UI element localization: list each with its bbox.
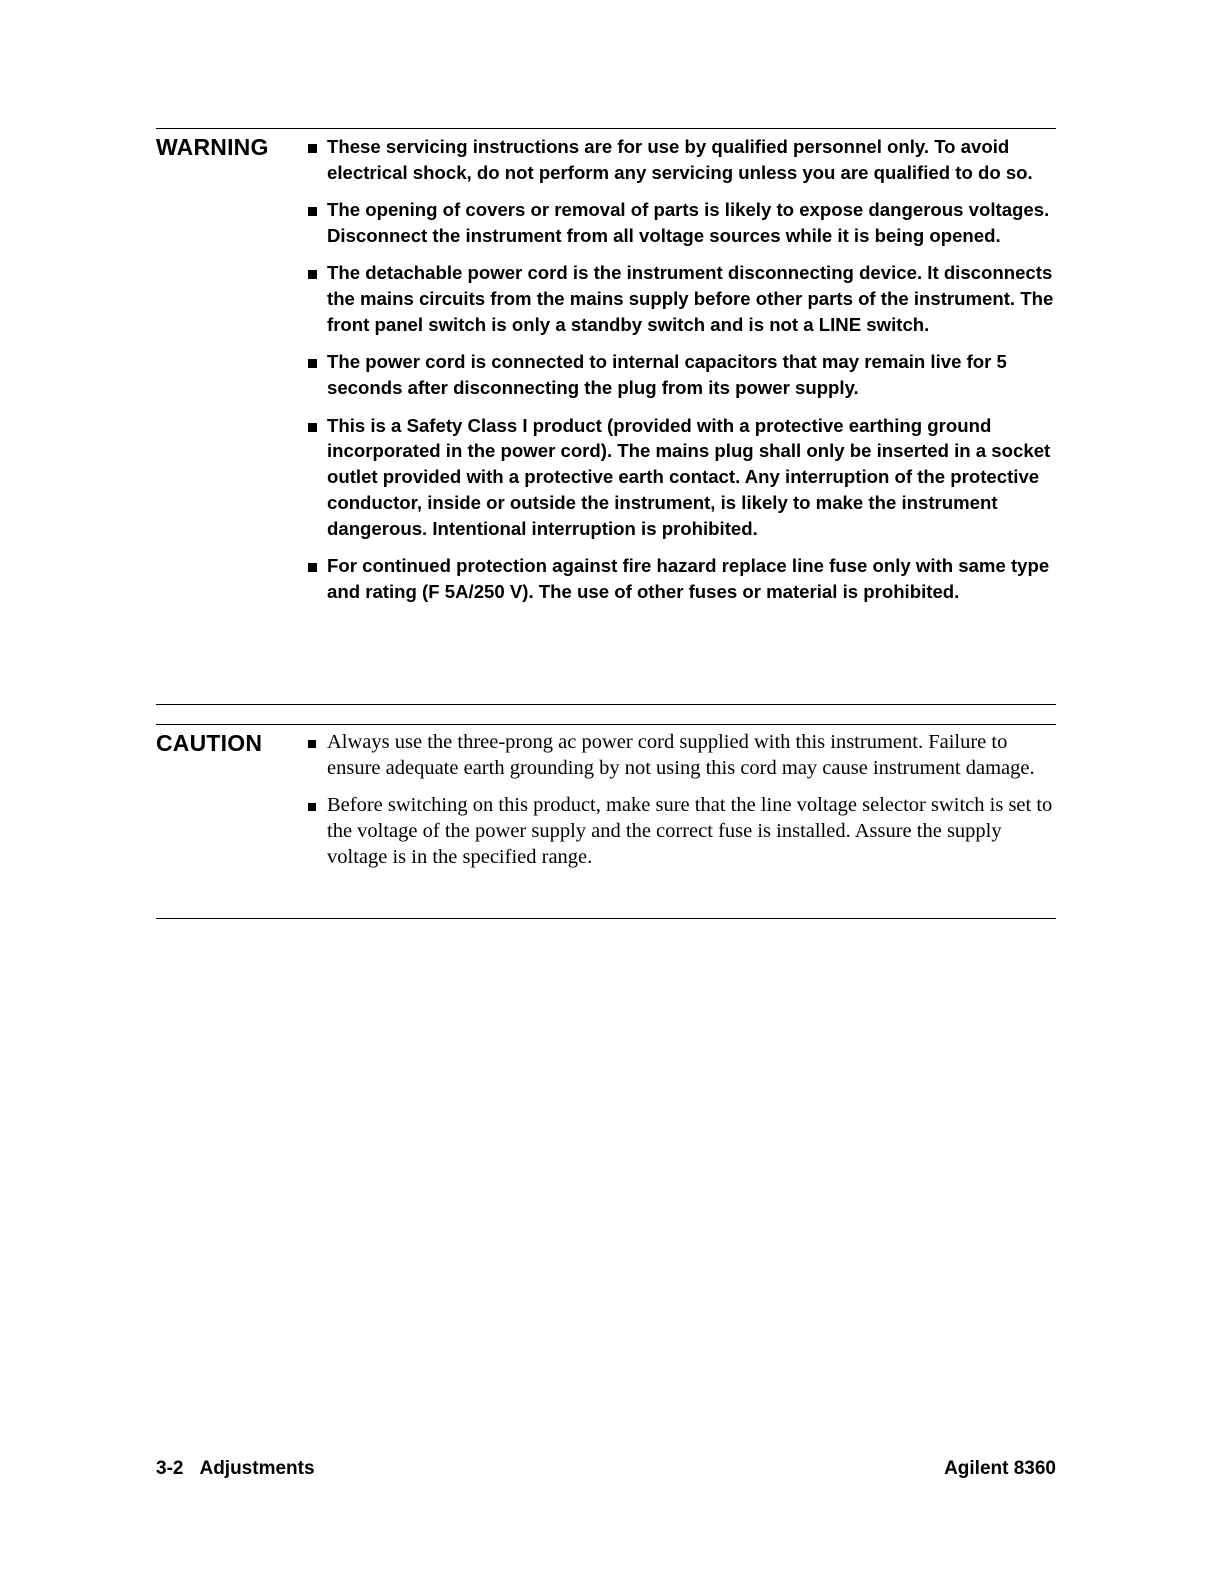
- warning-item-text: For continued protection against fire hazard replace line fuse only with same type and rating (F 5A/250 V). The use of other fuses or material is prohibited.: [327, 555, 1050, 602]
- warning-item: [306, 349, 1058, 401]
- warning-item: [306, 260, 1058, 337]
- warning-label: WARNING: [156, 134, 269, 160]
- caution-item-text: Always use the three-prong ac power cord supplied with this instrument. Failure to ensure adequate earth grounding by not using this cord may cause instrument damage.: [327, 731, 1035, 779]
- bullet-square-icon: [308, 207, 317, 216]
- caution-item-text: Before switching on this product, make sure that the line voltage selector switch is set to the voltage of the power supply and the correct fuse is installed. Assure the supply voltage is in the specified range.: [327, 794, 1053, 868]
- caution-item: [306, 730, 1058, 782]
- caution-item: [306, 793, 1058, 870]
- bullet-square-icon: [308, 563, 317, 572]
- warning-bottom-rule: [156, 704, 1056, 705]
- page-footer-left: [156, 1458, 315, 1480]
- warning-item: [306, 134, 1058, 186]
- page-number: 3-2: [156, 1458, 184, 1479]
- caution-label: CAUTION: [156, 730, 263, 756]
- warning-item-text: This is a Safety Class I product (provided with a protective earthing ground incorporated in the power cord). The mains plug shall only be inserted in a socket outlet provided with a protective earth contact. Any interruption of the protective conductor, inside or outside the instrument, is likely to make the instrument dangerous. Intentional interruption is prohibited.: [327, 414, 1051, 539]
- caution-bottom-rule: [156, 918, 1056, 919]
- bullet-square-icon: [308, 359, 317, 368]
- warning-item-text: The detachable power cord is the instrument disconnecting device. It disconnects the mains circuits from the mains supply before other parts of the instrument. The front panel switch is only a standby switch and is not a LINE switch.: [327, 262, 1054, 335]
- caution-list: [306, 730, 1058, 882]
- warning-item-text: These servicing instructions are for use by qualified personnel only. To avoid electrical shock, do not perform any servicing unless you are qualified to do so.: [327, 136, 1033, 183]
- chapter-title: Adjustments: [199, 1458, 315, 1479]
- warning-list: [306, 134, 1058, 616]
- bullet-square-icon: [308, 270, 317, 279]
- warning-item: [306, 553, 1058, 605]
- bullet-square-icon: [308, 144, 317, 153]
- warning-item: [306, 413, 1058, 542]
- bullet-square-icon: [308, 423, 317, 432]
- warning-top-rule: [156, 128, 1056, 129]
- warning-item-text: The power cord is connected to internal capacitors that may remain live for 5 seconds after disconnecting the plug from its power supply.: [327, 351, 1007, 399]
- bullet-square-icon: [308, 740, 316, 748]
- caution-top-rule: [156, 724, 1056, 725]
- warning-item: [306, 197, 1058, 249]
- product-name: Agilent 8360: [944, 1458, 1056, 1479]
- bullet-square-icon: [308, 803, 316, 811]
- warning-item-text: The opening of covers or removal of parts is likely to expose dangerous voltages. Disconnect the instrument from all voltage sources while it is being opened.: [327, 199, 1050, 246]
